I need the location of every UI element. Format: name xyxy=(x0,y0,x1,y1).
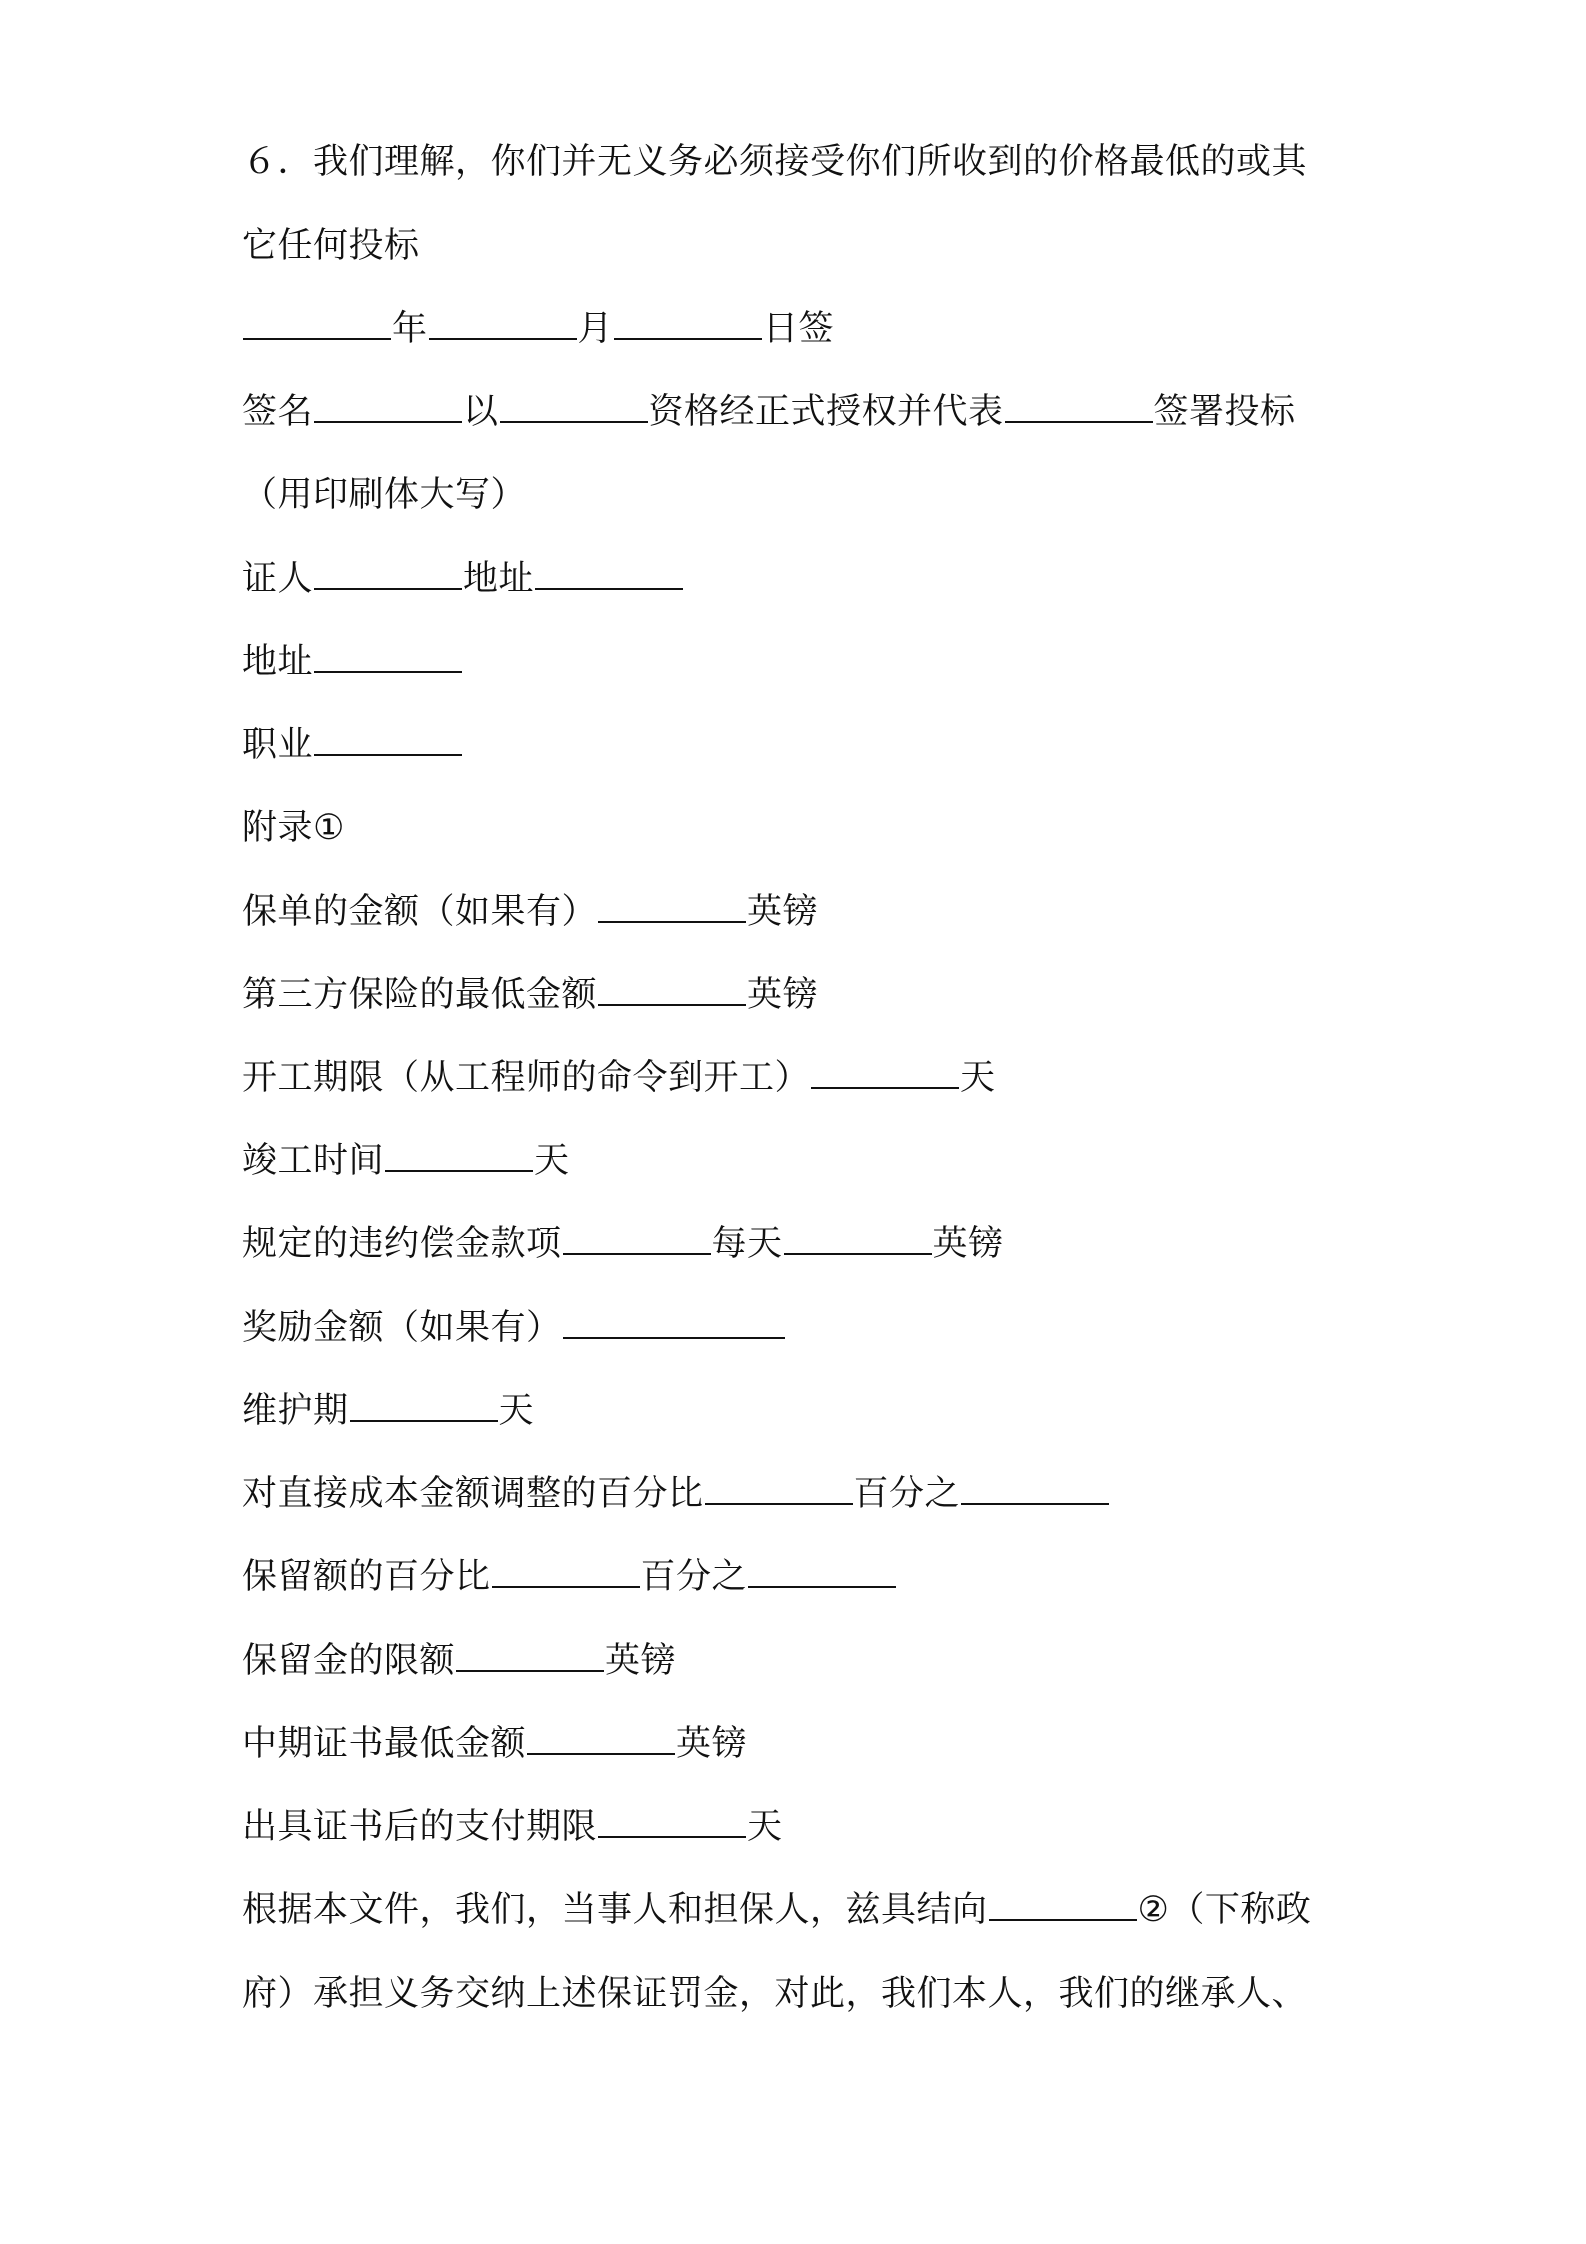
payment-period-label: 出具证书后的支付期限 xyxy=(242,1807,598,1847)
interim-certificate-blank[interactable] xyxy=(527,1723,675,1755)
capacity-label: 资格经正式授权并代表 xyxy=(648,392,1004,432)
appendix-heading: 附录① xyxy=(242,808,345,848)
completion-time-line xyxy=(242,1139,570,1183)
year-blank[interactable] xyxy=(243,308,391,340)
witness-address-blank[interactable] xyxy=(535,558,683,590)
bonus-amount-label: 奖励金额（如果有） xyxy=(242,1308,562,1348)
address-blank[interactable] xyxy=(314,641,462,673)
bond-paragraph-line-1 xyxy=(242,1888,1311,1932)
commencement-period-blank[interactable] xyxy=(811,1057,959,1089)
percent-label: 百分之 xyxy=(853,1474,961,1514)
pound-unit: 英镑 xyxy=(747,892,819,932)
policy-amount-blank[interactable] xyxy=(598,891,746,923)
day-unit: 天 xyxy=(534,1141,570,1181)
occupation-blank[interactable] xyxy=(314,724,462,756)
retention-limit-blank[interactable] xyxy=(456,1640,604,1672)
retention-percentage-line xyxy=(242,1555,897,1599)
bonus-amount-line xyxy=(242,1306,786,1350)
pound-unit: 英镑 xyxy=(747,975,819,1015)
day-unit: 天 xyxy=(747,1807,783,1847)
clause-6-line-2: 它任何投标 xyxy=(242,226,420,266)
bond-paragraph-text: 根据本文件，我们，当事人和担保人，兹具结向 xyxy=(242,1890,988,1930)
month-label: 月 xyxy=(577,309,614,349)
interim-certificate-label: 中期证书最低金额 xyxy=(242,1724,527,1764)
day-unit: 天 xyxy=(960,1058,996,1098)
completion-time-blank[interactable] xyxy=(385,1140,533,1172)
bonus-amount-blank[interactable] xyxy=(563,1307,785,1339)
obligee-blank[interactable] xyxy=(989,1889,1137,1921)
retention-limit-label: 保留金的限额 xyxy=(242,1641,456,1681)
liquidated-damages-label: 规定的违约偿金款项 xyxy=(242,1224,562,1264)
pound-unit: 英镑 xyxy=(676,1724,748,1764)
per-day-amount-blank[interactable] xyxy=(784,1223,932,1255)
liquidated-damages-blank[interactable] xyxy=(563,1223,711,1255)
witness-blank[interactable] xyxy=(314,558,462,590)
day-unit: 天 xyxy=(498,1391,535,1431)
interim-certificate-line xyxy=(242,1722,747,1766)
third-party-insurance-blank[interactable] xyxy=(598,974,746,1006)
year-label: 年 xyxy=(392,309,428,349)
occupation-label: 职业 xyxy=(242,725,314,765)
day-signed-label: 日签 xyxy=(763,309,835,349)
commencement-period-line xyxy=(242,1056,996,1100)
direct-cost-adjustment-line xyxy=(242,1472,1110,1516)
direct-cost-adjustment-label: 对直接成本金额调整的百分比 xyxy=(242,1474,704,1514)
on-behalf-blank[interactable] xyxy=(1005,391,1153,423)
maintenance-period-label: 维护期 xyxy=(242,1391,349,1431)
month-blank[interactable] xyxy=(429,308,577,340)
per-day-label: 每天 xyxy=(711,1224,783,1264)
bond-paragraph-line-2: 府）承担义务交纳上述保证罚金，对此，我们本人，我们的继承人、 xyxy=(242,1974,1308,2014)
retention-percent-blank[interactable] xyxy=(748,1556,896,1588)
commencement-period-label: 开工期限（从工程师的命令到开工） xyxy=(242,1058,811,1098)
payment-period-line xyxy=(242,1805,783,1849)
day-blank[interactable] xyxy=(614,308,762,340)
pound-unit: 英镑 xyxy=(605,1641,677,1681)
retention-limit-line xyxy=(242,1639,676,1683)
payment-period-blank[interactable] xyxy=(598,1806,746,1838)
direct-cost-percent-blank[interactable] xyxy=(961,1473,1109,1505)
address-line xyxy=(242,640,463,684)
as-label: 以 xyxy=(463,392,499,432)
footnote-note: ②（下称政 xyxy=(1137,1890,1312,1930)
percent-label: 百分之 xyxy=(640,1557,748,1597)
completion-time-label: 竣工时间 xyxy=(242,1141,385,1181)
witness-address-label: 地址 xyxy=(463,559,535,599)
clause-6-line-1: ６．我们理解，你们并无义务必须接受你们所收到的价格最低的或其 xyxy=(242,142,1308,182)
witness-label: 证人 xyxy=(242,559,314,599)
third-party-insurance-label: 第三方保险的最低金额 xyxy=(242,975,598,1015)
retention-percentage-blank[interactable] xyxy=(492,1556,640,1588)
signature-blank[interactable] xyxy=(314,391,462,423)
signature-label: 签名 xyxy=(242,392,314,432)
tender-signed-label: 签署投标 xyxy=(1153,392,1296,432)
occupation-line xyxy=(242,723,463,767)
date-signed-line xyxy=(242,307,834,351)
address-label: 地址 xyxy=(242,642,314,682)
policy-amount-label: 保单的金额（如果有） xyxy=(242,892,598,932)
witness-line xyxy=(242,557,684,601)
capacity-blank[interactable] xyxy=(500,391,648,423)
print-capitals-note: （用印刷体大写） xyxy=(242,475,527,515)
maintenance-period-line xyxy=(242,1389,534,1433)
policy-amount-line xyxy=(242,890,818,934)
third-party-insurance-line xyxy=(242,973,818,1017)
pound-unit: 英镑 xyxy=(932,1224,1004,1264)
liquidated-damages-line xyxy=(242,1222,1004,1266)
signature-line xyxy=(242,390,1296,434)
direct-cost-adjustment-blank[interactable] xyxy=(705,1473,853,1505)
retention-percentage-label: 保留额的百分比 xyxy=(242,1557,491,1597)
maintenance-period-blank[interactable] xyxy=(350,1390,498,1422)
